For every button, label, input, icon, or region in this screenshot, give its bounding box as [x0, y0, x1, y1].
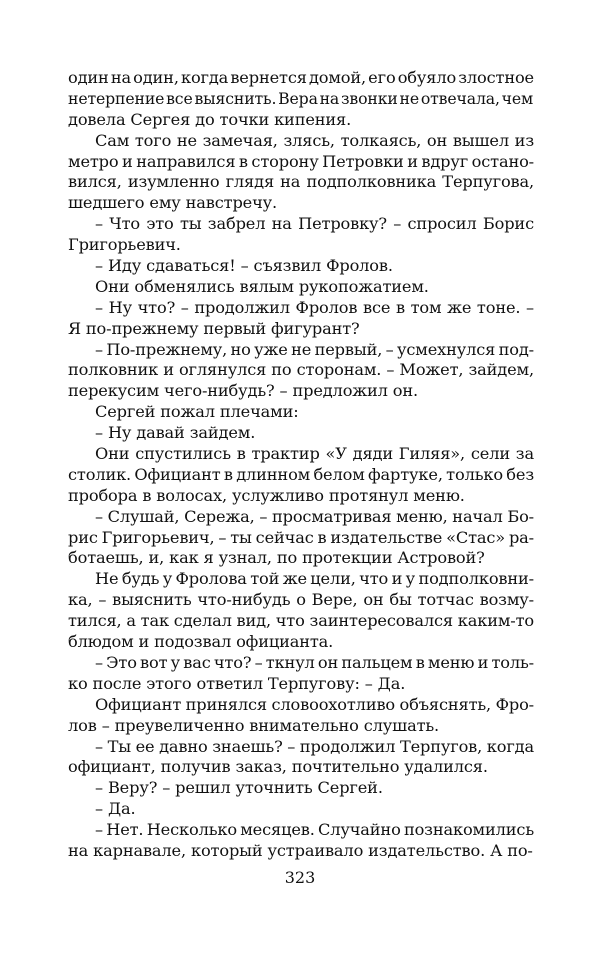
text-line: довела Сергея до точки кипения. — [68, 109, 352, 129]
text-line: Они спустились в трактир «У дяди Гиляя», сели за — [95, 444, 534, 464]
text-line: Они обменялись вялым рукопожатием. — [95, 276, 429, 296]
text-line: на карнавале, который устраивало издательство. А по- — [68, 840, 533, 860]
text-line: Сам того не замечая, злясь, толкаясь, он вышел из — [95, 130, 534, 150]
text-line: Григорьевич. — [68, 235, 181, 255]
text-line: Не будь у Фролова той же цели, что и у подполковни- — [95, 569, 534, 589]
text-line: – Да. — [95, 799, 136, 819]
text-line: шедшего ему навстречу. — [68, 193, 278, 213]
text-line: – Это вот у вас что? – ткнул он пальцем в меню и толь- — [95, 652, 534, 672]
page-number: 323 — [284, 868, 316, 887]
text-line: Сергей пожал плечами: — [95, 402, 299, 422]
text-line: тился, а так сделал вид, что заинтересовался каким-то — [68, 611, 534, 631]
text-line: вился, изумленно глядя на подполковника Терпугова, — [68, 172, 534, 192]
text-line: – По-прежнему, но уже не первый, – усмехнулся под- — [95, 339, 534, 359]
text-line: ка, – выяснить что-нибудь о Вере, он бы тотчас возму- — [68, 590, 534, 610]
text-line: столик. Официант в длинном белом фартуке, только без — [68, 464, 534, 484]
text-line: метро и направился в сторону Петровки и вдруг остано- — [68, 151, 534, 171]
text-line: полковник и оглянулся по сторонам. – Может, зайдем, — [68, 360, 534, 380]
text-line: – Веру? – решил уточнить Сергей. — [95, 778, 383, 798]
text-line: – Ну давай зайдем. — [95, 423, 256, 443]
text-line: Я по-прежнему первый фигурант? — [68, 318, 360, 338]
text-line: – Слушай, Сережа, – просматривая меню, начал Бо- — [95, 506, 534, 526]
text-line: – Ты ее давно знаешь? – продолжил Терпугов, когда — [95, 736, 534, 756]
text-line: нетерпение все выяснить. Вера на звонки не отвечала, чем — [68, 88, 534, 108]
text-line: – Иду сдаваться! – съязвил Фролов. — [95, 256, 393, 276]
text-line: перекусим чего-нибудь? – предложил он. — [68, 381, 419, 401]
page-text — [68, 68, 534, 862]
text-line: ботаешь, и, как я узнал, по протекции Астровой? — [68, 548, 485, 568]
text-line: рис Григорьевич, – ты сейчас в издательстве «Стас» ра- — [68, 527, 534, 547]
text-line: блюдом и подозвал официанта. — [68, 632, 334, 652]
text-line: – Ну что? – продолжил Фролов все в том же тоне. – — [95, 297, 534, 317]
text-line: Официант принялся словоохотливо объяснять, Фро- — [95, 694, 534, 714]
text-line: один на один, когда вернется домой, его обуяло злостное — [68, 68, 534, 87]
text-line: – Что это ты забрел на Петровку? – спросил Борис — [95, 214, 534, 234]
text-line: ко после этого ответил Терпугову: – Да. — [68, 673, 406, 693]
text-line: официант, получив заказ, почтительно удалился. — [68, 757, 488, 777]
text-line: пробора в волосах, услужливо протянул меню. — [68, 485, 465, 505]
text-line: лов – преувеличенно внимательно слушать. — [68, 715, 440, 735]
text-line: – Нет. Несколько месяцев. Случайно познакомились — [95, 820, 534, 840]
